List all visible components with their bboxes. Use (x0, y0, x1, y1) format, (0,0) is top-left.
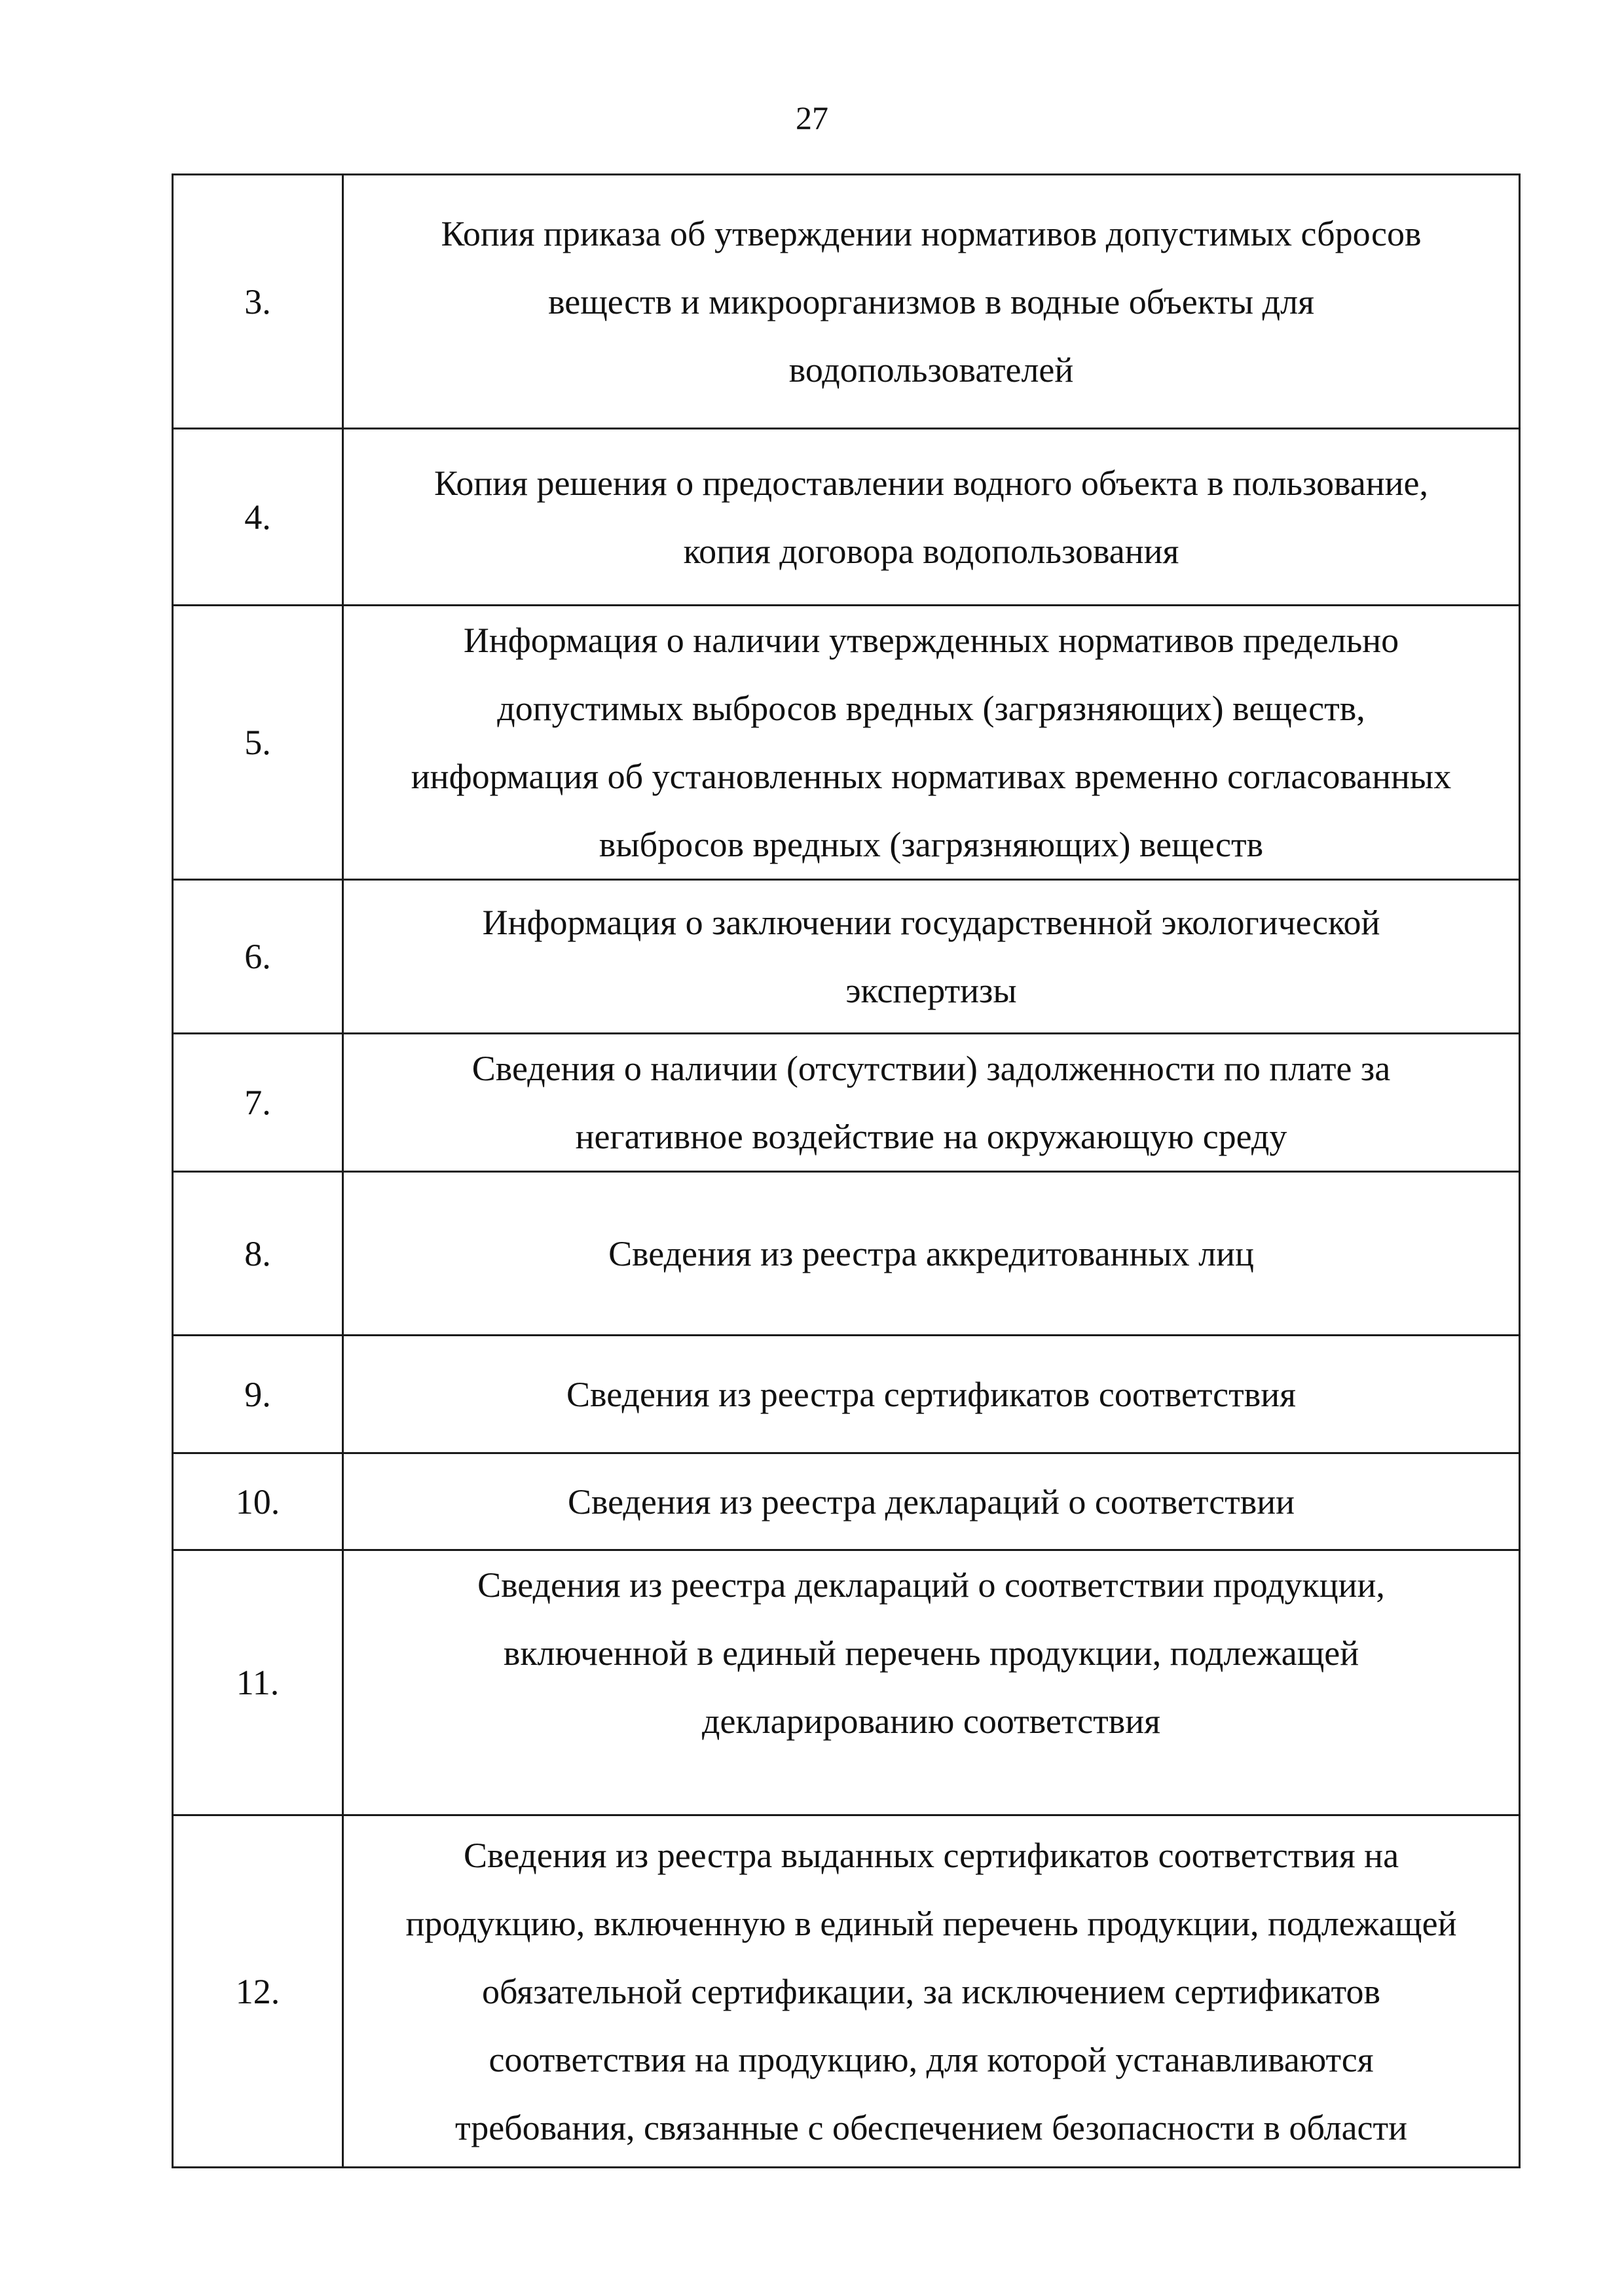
row-text: Копия решения о предоставлении водного объекта в пользование, копия договора водопользования (343, 429, 1520, 606)
row-number: 10. (173, 1453, 343, 1550)
table-row (173, 1550, 1520, 1815)
row-text: Сведения из реестра сертификатов соответствия (343, 1336, 1520, 1453)
row-number: 9. (173, 1336, 343, 1453)
table-row (173, 175, 1520, 429)
table-row (173, 1453, 1520, 1550)
row-number: 7. (173, 1034, 343, 1172)
row-number: 5. (173, 606, 343, 880)
row-text: Сведения из реестра деклараций о соответствии (343, 1453, 1520, 1550)
row-number: 3. (173, 175, 343, 429)
table-row (173, 1034, 1520, 1172)
table-row (173, 429, 1520, 606)
table-row (173, 1815, 1520, 2168)
row-text: Сведения о наличии (отсутствии) задолженности по плате за негативное воздействие на окружающую среду (343, 1034, 1520, 1172)
row-number: 12. (173, 1815, 343, 2168)
row-number: 4. (173, 429, 343, 606)
row-text: Копия приказа об утверждении нормативов допустимых сбросов веществ и микроорганизмов в водные объекты для водопользователей (343, 175, 1520, 429)
page-number: 27 (796, 100, 828, 136)
row-text: Информация о заключении государственной экологической экспертизы (343, 880, 1520, 1034)
row-number: 11. (173, 1550, 343, 1815)
table-row (173, 606, 1520, 880)
row-number: 6. (173, 880, 343, 1034)
row-text: Информация о наличии утвержденных нормативов предельно допустимых выбросов вредных (загрязняющих) веществ, информация об установленных нормативах временно согласованных выбросов вредных (загрязняющих) веществ (343, 606, 1520, 880)
row-text: Сведения из реестра аккредитованных лиц (343, 1172, 1520, 1336)
row-text: Сведения из реестра выданных сертификатов соответствия на продукцию, включенную в единый перечень продукции, подлежащей обязательной сертификации, за исключением сертификатов соответствия на продукцию, для которой устанавливаются требования, связанные с обеспечением безопасности в области (343, 1815, 1520, 2168)
documents-table (172, 173, 1521, 2168)
row-number: 8. (173, 1172, 343, 1336)
table-row (173, 880, 1520, 1034)
table-row (173, 1336, 1520, 1453)
row-text: Сведения из реестра деклараций о соответствии продукции, включенной в единый перечень продукции, подлежащей декларированию соответствия (343, 1550, 1520, 1815)
table-row (173, 1172, 1520, 1336)
